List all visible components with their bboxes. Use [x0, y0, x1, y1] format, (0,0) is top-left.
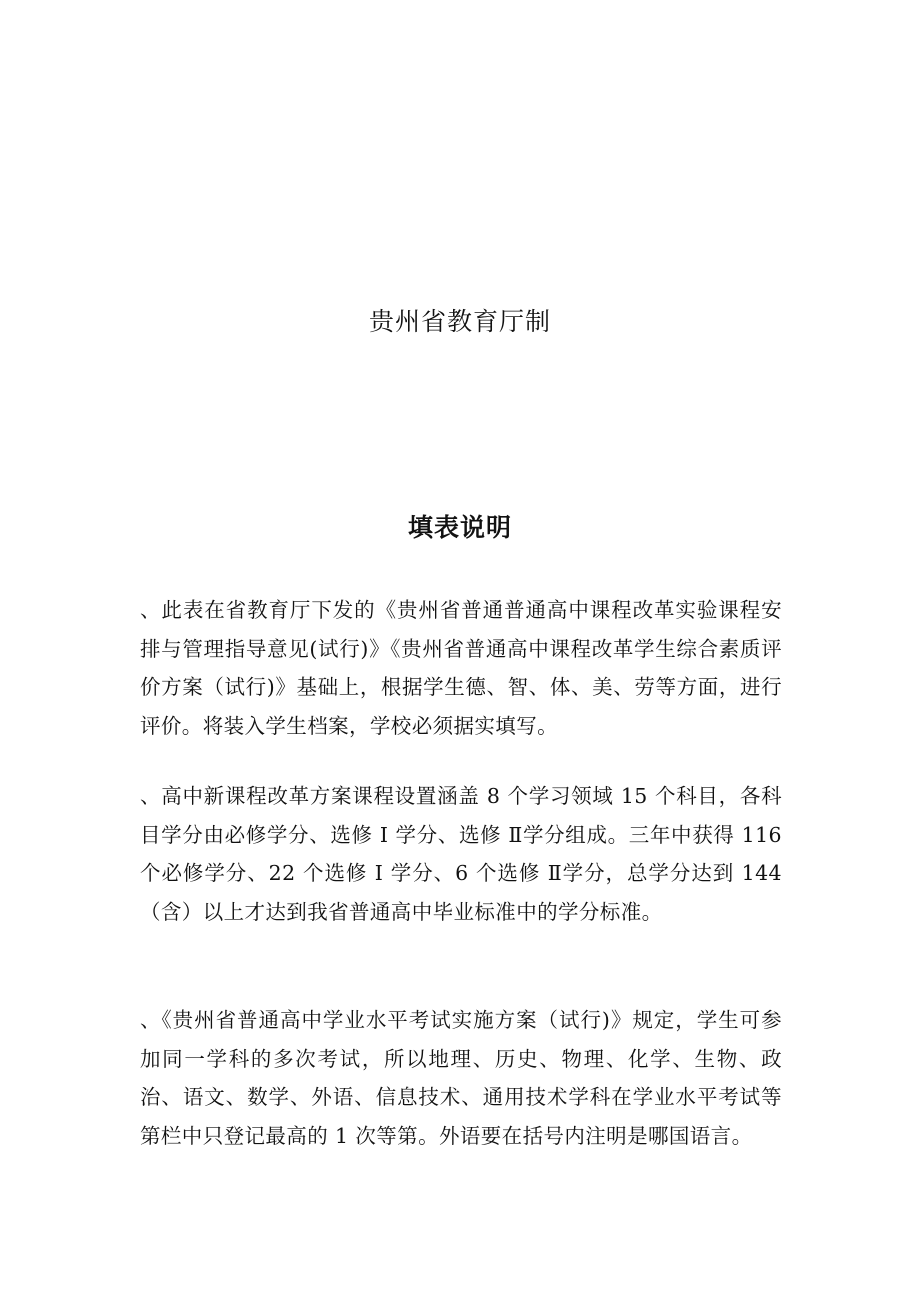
instruction-paragraph-1: 、此表在省教育厅下发的《贵州省普通普通高中课程改革实验课程安排与管理指导意见(试行)》《贵州省普通高中课程改革学生综合素质评价方案（试行)》基础上，根据学生德、智、体、美、劳等方面，进行评价。将装入学生档案，学校必须据实填写。: [140, 598, 782, 738]
issuer-line: 贵州省教育厅制: [368, 307, 551, 336]
instructions-heading: 填表说明: [407, 513, 512, 542]
instruction-paragraph-2: 、高中新课程改革方案课程设置涵盖 8 个学习领域 15 个科目，各科目学分由必修学分、选修 I 学分、选修 Ⅱ学分组成。三年中获得 116 个必修学分、22 个选修 I 学分、6 个选修 Ⅱ学分，总学分达到 144（含）以上才达到我省普通高中毕业标准中的学分标准。: [140, 784, 782, 924]
instruction-paragraph-3: 、《贵州省普通高中学业水平考试实施方案（试行)》规定，学生可参加同一学科的多次考试，所以地理、历史、物理、化学、生物、政治、语文、数学、外语、信息技术、通用技术学科在学业水平考试等第栏中只登记最高的 1 次等第。外语要在括号内注明是哪国语言。: [140, 1008, 782, 1148]
